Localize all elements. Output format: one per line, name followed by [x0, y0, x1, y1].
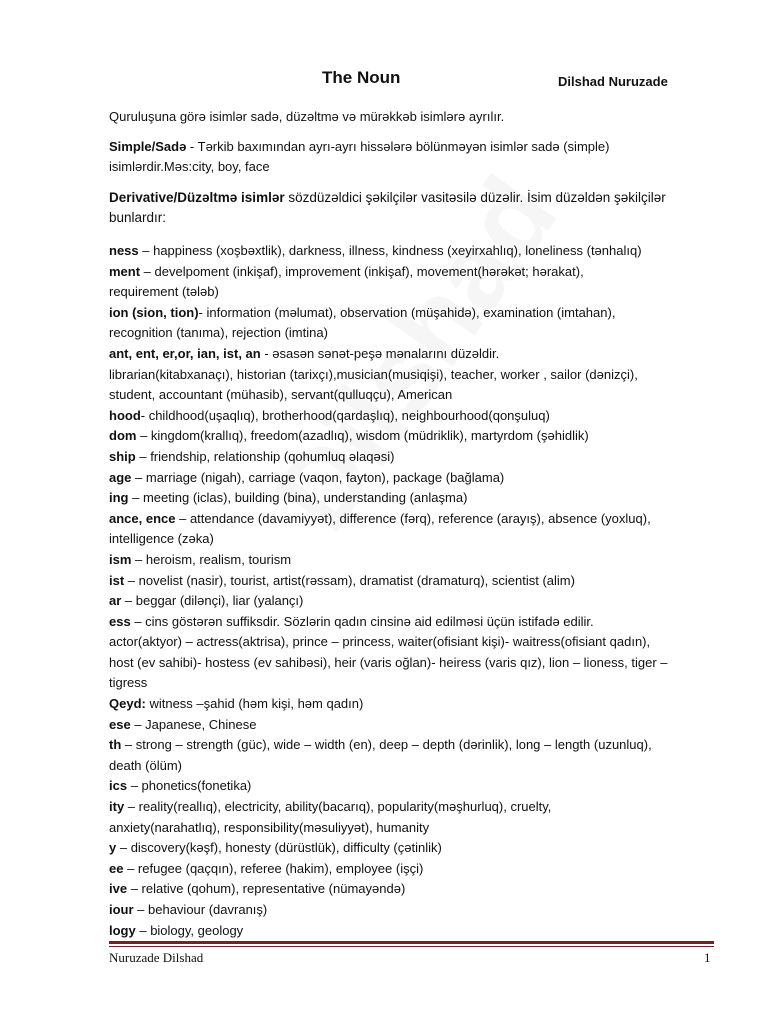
list-line	[109, 550, 709, 571]
suffix-term: ee	[109, 860, 124, 876]
suffix-term: logy	[109, 922, 136, 938]
suffix-examples: – beggar (dilənçi), liar (yalançı)	[121, 593, 304, 609]
suffix-examples: – reality(reallıq), electricity, ability(bacarıq), popularity(məşhurluq), cruelty,	[124, 799, 552, 815]
list-line	[109, 632, 709, 653]
suffix-examples: student, accountant (mühasib), servant(qulluqçu), American	[109, 387, 453, 403]
suffix-examples: - childhood(uşaqlıq), brotherhood(qardaşlıq), neighbourhood(qonşuluq)	[140, 407, 550, 423]
list-line	[109, 426, 709, 447]
suffix-examples: – discovery(kəşf), honesty (dürüstlük), difficulty (çətinlik)	[116, 840, 442, 856]
footer-author: Nuruzade Dilshad	[109, 950, 204, 965]
list-line	[109, 735, 709, 756]
list-line	[109, 921, 709, 942]
intro-paragraph	[109, 107, 709, 127]
derivative-paragraph	[109, 188, 709, 228]
suffix-term: ess	[109, 613, 131, 629]
suffix-examples: – heroism, realism, tourism	[131, 551, 292, 567]
footer-rule	[109, 941, 714, 944]
suffix-examples: – novelist (nasir), tourist, artist(rəssam), dramatist (dramaturq), scientist (alim)	[124, 572, 575, 588]
suffix-term: ance, ence	[109, 510, 176, 526]
suffix-examples: – friendship, relationship (qohumluq əlaqəsi)	[135, 448, 395, 464]
derivative-term: Derivative/Düzəltmə isimlər	[109, 190, 285, 205]
suffix-examples: – marriage (nigah), carriage (vaqon, fayton), package (bağlama)	[131, 469, 505, 485]
list-line	[109, 838, 709, 859]
list-line	[109, 571, 709, 592]
suffix-term: ion (sion, tion)	[109, 304, 199, 320]
suffix-examples: – refugee (qaçqın), referee (hakim), employee (işçi)	[123, 860, 424, 876]
intro-text: Quruluşuna görə isimlər sadə, düzəltmə və mürəkkəb isimlərə ayrılır.	[109, 109, 505, 124]
list-line	[109, 715, 709, 736]
suffix-term: ity	[109, 799, 125, 815]
list-line	[109, 591, 709, 612]
suffix-examples: tigress	[109, 675, 148, 691]
suffix-list	[109, 241, 709, 941]
suffix-examples: – attendance (davamiyyət), difference (fərq), reference (arayış), absence (yoxluq),	[175, 510, 651, 526]
suffix-examples: – cins göstərən suffiksdir. Sözlərin qadın cinsinə aid edilməsi üçün istifadə edilir.	[130, 613, 594, 629]
list-line	[109, 323, 709, 344]
suffix-examples: recognition (tanıma), rejection (imtina)	[109, 325, 328, 341]
suffix-term: ism	[109, 551, 132, 567]
list-line	[109, 612, 709, 633]
suffix-examples: intelligence (zəka)	[109, 531, 214, 547]
list-line	[109, 797, 709, 818]
suffix-examples: death (ölüm)	[109, 757, 182, 773]
list-line	[109, 509, 709, 530]
suffix-examples: – kingdom(krallıq), freedom(azadlıq), wisdom (müdriklik), martyrdom (şəhidlik)	[136, 428, 589, 444]
list-line	[109, 694, 709, 715]
list-line	[109, 365, 709, 386]
suffix-term: ar	[109, 593, 122, 609]
suffix-examples: requirement (tələb)	[109, 284, 219, 300]
suffix-examples: actor(aktyor) – actress(aktrisa), prince – princess, waiter(ofisiant kişi)- waitress(ofisiant qadın),	[109, 634, 651, 650]
suffix-term: age	[109, 469, 132, 485]
suffix-examples: – relative (qohum), representative (nümayəndə)	[127, 881, 406, 897]
list-line	[109, 406, 709, 427]
list-line	[109, 879, 709, 900]
suffix-term: ness	[109, 243, 139, 258]
suffix-examples: – happiness (xoşbəxtlik), darkness, illness, kindness (xeyirxahlıq), loneliness (tənhalıq)	[138, 243, 642, 258]
suffix-term: Qeyd:	[109, 696, 146, 712]
list-line	[109, 859, 709, 880]
suffix-term: ese	[109, 716, 131, 732]
list-line	[109, 468, 709, 489]
list-line	[109, 447, 709, 468]
suffix-term: dom	[109, 428, 137, 444]
suffix-term: iour	[109, 902, 134, 917]
suffix-term: ant, ent, er,or, ian, ist, an	[109, 345, 261, 361]
list-line	[109, 529, 709, 550]
list-line	[109, 653, 709, 674]
simple-term: Simple/Sadə	[109, 139, 187, 154]
list-line	[109, 756, 709, 777]
suffix-term: ist	[109, 572, 125, 588]
suffix-term: ive	[109, 881, 128, 897]
list-line	[109, 900, 709, 921]
suffix-term: th	[109, 737, 122, 753]
list-line	[109, 303, 709, 324]
suffix-term: ing	[109, 490, 129, 506]
author-name: Dilshad Nuruzade	[558, 74, 668, 89]
simple-text-1: - Tərkib baxımından ayrı-ayrı hissələrə bölünməyən isimlər sadə (simple)	[186, 139, 610, 154]
simple-text-2: isimlərdir.Məs:city, boy, face	[109, 159, 270, 174]
list-line	[109, 776, 709, 797]
page-number: 1	[704, 950, 711, 965]
derivative-text-2: bunlardır:	[109, 210, 167, 225]
suffix-examples: – meeting (iclas), building (bina), understanding (anlaşma)	[128, 490, 468, 506]
suffix-term: ship	[109, 448, 136, 464]
suffix-examples: - əsasən sənət-peşə mənalarını düzəldir.	[260, 345, 500, 361]
page-title: The Noun	[322, 68, 401, 87]
list-line	[109, 344, 709, 365]
list-line	[109, 262, 709, 283]
list-line	[109, 818, 709, 839]
derivative-text-1: sözdüzəldici şəkilçilər vasitəsilə düzəlir. İsim düzəldən şəkilçilər	[284, 190, 666, 205]
suffix-term: ics	[109, 778, 128, 794]
suffix-examples: – Japanese, Chinese	[130, 716, 257, 732]
suffix-examples: - information (məlumat), observation (müşahidə), examination (imtahan),	[198, 304, 616, 320]
list-line	[109, 241, 709, 262]
list-line	[109, 488, 709, 509]
suffix-term: hood	[109, 407, 141, 423]
list-line	[109, 673, 709, 694]
suffix-term: ment	[109, 263, 141, 279]
list-line	[109, 385, 709, 406]
suffix-examples: – phonetics(fonetika)	[127, 778, 252, 794]
list-line	[109, 282, 709, 303]
suffix-examples: witness –şahid (həm kişi, həm qadın)	[145, 696, 364, 712]
suffix-examples: – behaviour (davranış)	[133, 902, 268, 917]
suffix-examples: – develpoment (inkişaf), improvement (inkişaf), movement(hərəkət; hərakat),	[140, 263, 584, 279]
suffix-examples: librarian(kitabxanaçı), historian (tarixçı),musician(musiqişi), teacher, worker , sailor (dənizçi),	[109, 366, 638, 382]
footer-rule-thin	[109, 946, 714, 947]
suffix-examples: anxiety(narahatlıq), responsibility(məsuliyyət), humanity	[109, 819, 430, 835]
suffix-term: y	[109, 840, 117, 856]
suffix-examples: – biology, geology	[135, 922, 244, 938]
simple-paragraph	[109, 137, 709, 177]
suffix-examples: – strong – strength (güc), wide – width (en), deep – depth (dərinlik), long – length (uzunluq),	[121, 737, 652, 753]
suffix-examples: host (ev sahibi)- hostess (ev sahibəsi), heir (varis oğlan)- heiress (varis qız), lion – lioness, tiger –	[109, 654, 668, 670]
